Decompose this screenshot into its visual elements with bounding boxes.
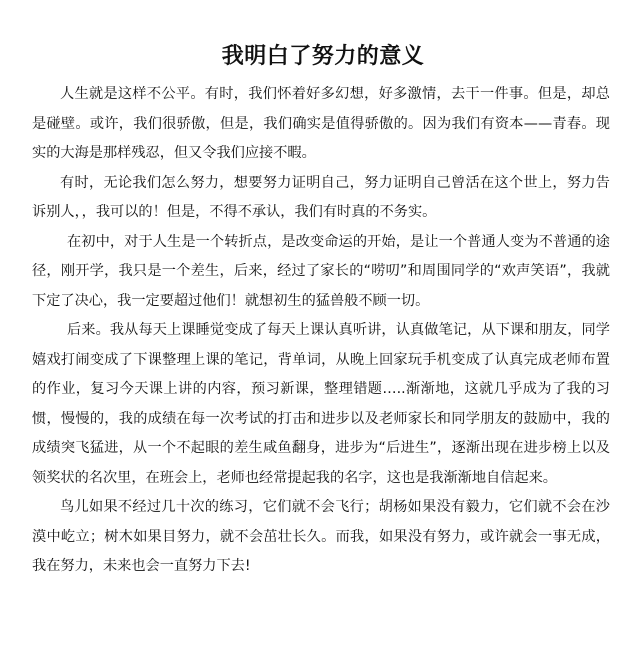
essay-title: 我明白了努力的意义 (221, 44, 425, 69)
essay-paragraph-2: 有时，无论我们怎么努力，想要努力证明自己，努力证明自己曾活在这个世上，努力告诉别人，，我可以的！但是，不得不承认，我们有时真的不务实。 (32, 174, 610, 220)
essay-paragraph-3: 在初中，对于人生是一个转折点，是改变命运的开始，是让一个普通人变为不普通的途径，刚开学，我只是一个差生，后来，经过了家长的“唠叨”和周围同学的“欢声笑语”，我就下定了决心，我一定要超过他们！就想初生的猛兽般不顾一切。 (32, 233, 610, 309)
essay-paragraph-4: 后来。我从每天上课睡觉变成了每天上课认真听讲，认真做笔记，从下课和朋友，同学嬉戏打闹变成了下课整理上课的笔记，背单词，从晚上回家玩手机变成了认真完成老师布置的作业，复习今天课上讲的内容，预习新课，整理错题…..渐渐地，这就几乎成为了我的习惯，慢慢的，我的成绩在每一次考试的打击和进步以及老师家长和同学朋友的鼓励中，我的成绩突飞猛进，从一个不起眼的差生咸鱼翻身，进步为“后进生”，逐渐出现在进步榜上以及领奖状的名次里，在班会上，老师也经常提起我的名字，这也是我渐渐地自信起来。 (32, 322, 610, 486)
essay-document (32, 38, 610, 582)
essay-paragraph-1: 人生就是这样不公平。有时，我们怀着好多幻想，好多激情，去干一件事。但是，却总是碰壁。或许，我们很骄傲，但是，我们确实是值得骄傲的。因为我们有资本——青春。现实的大海是那样残忍，但又令我们应接不暇。 (32, 86, 610, 161)
essay-paragraph-5: 鸟儿如果不经过几十次的练习，它们就不会飞行；胡杨如果没有毅力，它们就不会在沙漠中屹立；树木如果目努力，就不会茁壮长久。而我，如果没有努力，或许就会一事无成，我在努力，未来也会一直努力下去! (32, 499, 610, 574)
